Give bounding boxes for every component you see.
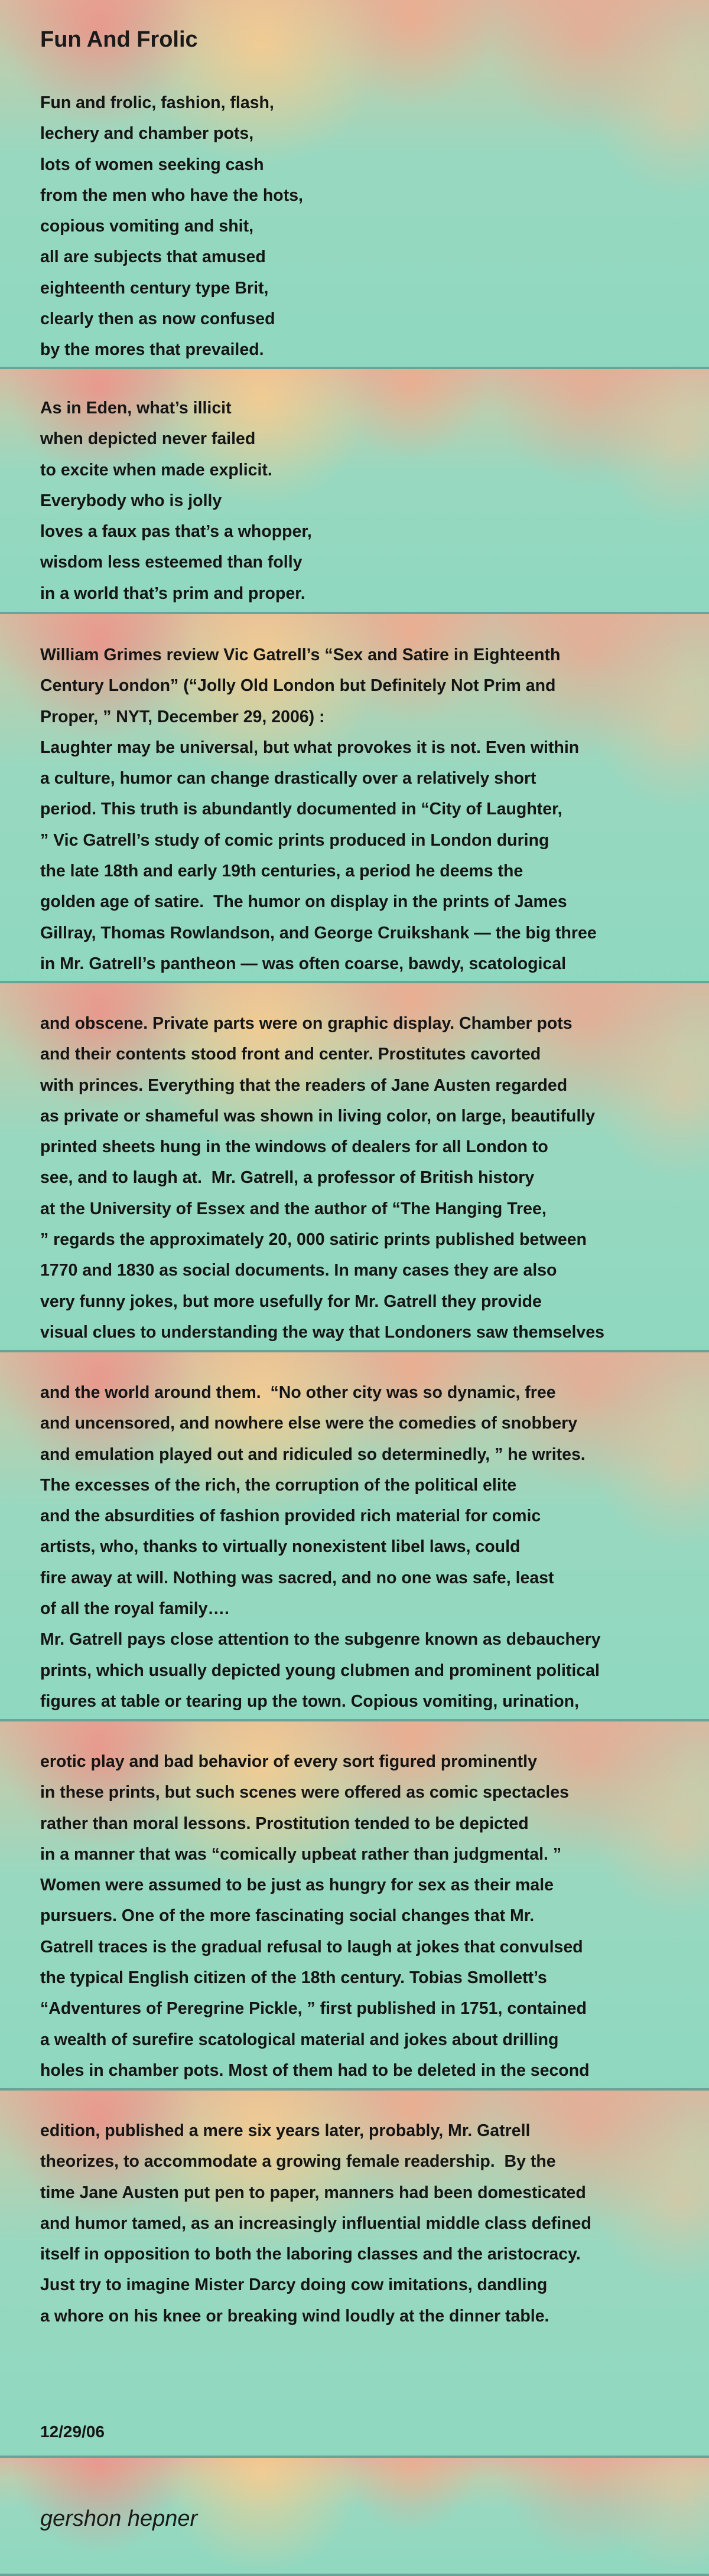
stanza-6: erotic play and bad behavior of every sort figured prominently in these prints, but such scenes were offered as comic spectacles rather than moral lessons. Prostitution tended to be depicted in a manner that was “comically upbeat rather than judgmental. ” Women were assumed to be just as hungry for sex as their male pursuers. One of the more fascinating social changes that Mr. Gatrell traces is the gradual refusal to laugh at jokes that convulsed the typical English citizen of the 18th century. Tobias Smollett’s “Adventures of Peregrine Pickle, ” first published in 1751, contained a wealth of surefire scatological material and jokes about drilling holes in chamber pots. Most of them had to be deleted in the second xyxy=(40,1752,590,2080)
poem-title: Fun And Frolic xyxy=(40,27,198,52)
author-panel xyxy=(0,2458,709,2576)
poem-panel-5 xyxy=(0,1352,709,1721)
poem-date: 12/29/06 xyxy=(40,2422,105,2441)
stanza-2: As in Eden, what’s illicit when depicted never failed to excite when made explicit. Everybody who is jolly loves a faux pas that’s a whopper, wisdom less esteemed than folly in a world that’s prim and proper. xyxy=(40,399,312,603)
stanza-5: and the world around them. “No other city was so dynamic, free and uncensored, and nowhere else were the comedies of snobbery and emulation played out and ridiculed so determinedly, ” he writes. The excesses of the rich, the corruption of the political elite and the absurdities of fashion provided rich material for comic artists, who, thanks to virtually nonexistent libel laws, could fire away at will. Nothing was sacred, and no one was safe, least of all the royal family…. Mr. Gatrell pays close attention to the subgenre known as debauchery prints, which usually depicted young clubmen and prominent political figures at table or tearing up the town. Copious vomiting, urination, xyxy=(40,1383,601,1711)
stanza-3: William Grimes review Vic Gatrell’s “Sex and Satire in Eighteenth Century London” (“Jolly Old London but Definitely Not Prim and Proper, ” NYT, December 29, 2006) : Laughter may be universal, but what provokes it is not. Even within a culture, humor can change drastically over a relatively short period. This truth is abundantly documented in “City of Laughter, ” Vic Gatrell’s study of comic prints produced in London during the late 18th and early 19th centuries, a period he deems the golden age of satire. The humor on display in the prints of James Gillray, Thomas Rowlandson, and George Cruikshank — the big three in Mr. Gatrell’s pantheon — was often coarse, bawdy, scatological xyxy=(40,645,597,973)
author-name: gershon hepner xyxy=(40,2506,198,2531)
poem-panel-3 xyxy=(0,614,709,983)
poem-panel-4 xyxy=(0,983,709,1352)
poem-panel-6 xyxy=(0,1721,709,2091)
stanza-7: edition, published a mere six years later, probably, Mr. Gatrell theorizes, to accommodate a growing female readership. By the time Jane Austen put pen to paper, manners had been domesticated and humor tamed, as an increasingly influential middle class defined itself in opposition to both the laboring classes and the aristocracy. Just try to imagine Mister Darcy doing cow imitations, dandling a whore on his knee or breaking wind loudly at the dinner table. xyxy=(40,2121,591,2326)
poem-panel-7 xyxy=(0,2091,709,2458)
stanza-1: Fun and frolic, fashion, flash, lechery and chamber pots, lots of women seeking cash from the men who have the hots, copious vomiting and shit, all are subjects that amused eighteenth century type Brit, clearly then as now confused by the mores that prevailed. xyxy=(40,93,303,360)
poem-panel-2 xyxy=(0,369,709,614)
poem-panel-1 xyxy=(0,0,709,369)
stanza-4: and obscene. Private parts were on graphic display. Chamber pots and their contents stood front and center. Prostitutes cavorted with princes. Everything that the readers of Jane Austen regarded as private or shameful was shown in living color, on large, beautifully printed sheets hung in the windows of dealers for all London to see, and to laugh at. Mr. Gatrell, a professor of British history at the University of Essex and the author of “The Hanging Tree, ” regards the approximately 20, 000 satiric prints published between 1770 and 1830 as social documents. In many cases they are also very funny jokes, but more usefully for Mr. Gatrell they provide visual clues to understanding the way that Londoners saw themselves xyxy=(40,1014,604,1342)
